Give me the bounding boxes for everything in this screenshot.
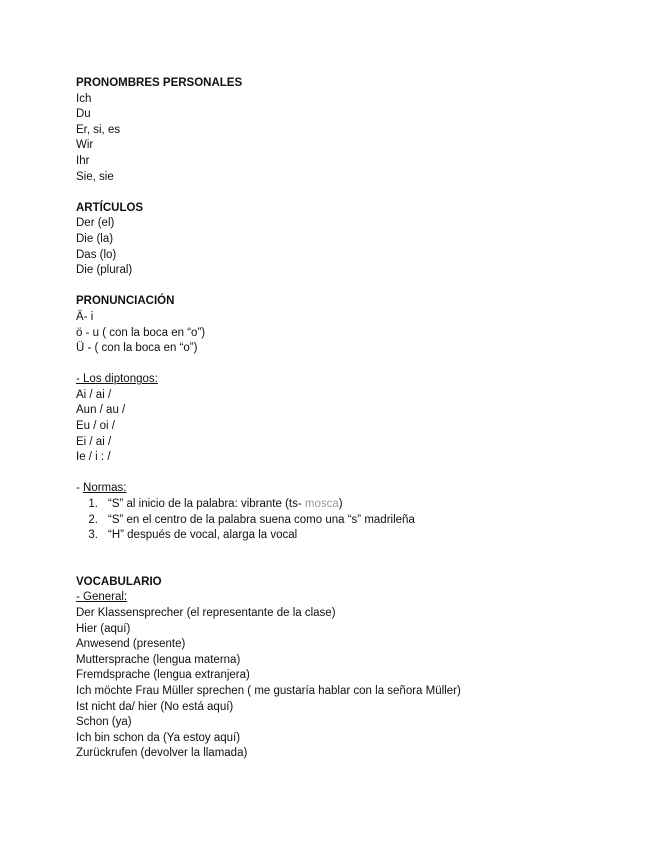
vocabulario-item: Muttersprache (lengua materna) [76,653,241,666]
general-label: - General: [76,591,128,604]
norma-number: 2. [88,513,98,526]
diptongo-item: Ai / ai / [76,388,112,401]
norma-text: “S” al inicio de la palabra: vibrante (ts- [108,498,305,511]
pronunciacion-item: ö - u ( con la boca en “o”) [76,326,206,339]
vocabulario-item: Zurückrufen (devolver la llamada) [76,747,248,760]
articulo-item: Die (la) [76,232,114,245]
vocabulario-item: Ich möchte Frau Müller sprechen ( me gustaría hablar con la señora Müller) [76,684,461,697]
normas-heading [76,481,636,497]
vocabulario-item: Ich bin schon da (Ya estoy aquí) [76,731,241,744]
articulo-item: Der (el) [76,217,115,230]
pronunciacion-item: Ü - ( con la boca en “o”) [76,342,198,355]
norma-item [76,513,636,529]
pronunciacion-item: Ä- i [76,310,94,323]
spacer [76,279,636,295]
diptongo-item: Eu / oi / [76,420,115,433]
vocabulario-item: Fremdsprache (lengua extranjera) [76,669,250,682]
pronombre-item: Er, si, es [76,123,121,136]
vocabulario-item: Anwesend (presente) [76,638,186,651]
norma-text: “S” en el centro de la palabra suena como una “s” madrileña [108,513,415,526]
pronombre-item: Ihr [76,154,90,167]
section-title-pronunciacion: PRONUNCIACIÓN [76,295,175,308]
norma-number: 1. [88,498,98,511]
section-title-articulos: ARTÍCULOS [76,201,144,214]
articulo-item: Die (plural) [76,264,133,277]
spacer [76,544,636,575]
norma-number: 3. [88,529,98,542]
document-content [76,76,636,762]
normas-label: Normas: [83,482,127,495]
vocabulario-item: Ist nicht da/ hier (No está aquí) [76,700,234,713]
vocabulario-item: Hier (aquí) [76,622,131,635]
section-title-pronombres: PRONOMBRES PERSONALES [76,77,243,89]
normas-prefix: - [76,482,84,495]
articulo-item: Das (lo) [76,248,117,261]
diptongos-label: - Los diptongos: [76,373,158,386]
norma-text: “H” después de vocal, alarga la vocal [108,529,298,542]
vocabulario-item: Schon (ya) [76,716,132,729]
norma-muted-text: mosca [304,498,339,511]
pronombre-item: Du [76,108,91,121]
pronombre-item: Wir [76,139,94,152]
section-title-vocabulario: VOCABULARIO [76,575,162,588]
diptongo-item: Ie / i : / [76,451,111,464]
diptongo-item: Ei / ai / [76,435,112,448]
pronombre-item: Ich [76,92,92,105]
vocabulario-item: Der Klassensprecher (el representante de la clase) [76,607,336,619]
norma-item [76,528,636,544]
spacer [76,357,636,373]
norma-tail: ) [338,498,343,511]
pronombre-item: Sie, sie [76,170,114,183]
norma-item [76,497,636,513]
diptongo-item: Aun / au / [76,404,126,417]
normas-list [76,497,636,544]
spacer [76,466,636,482]
spacer [76,185,636,201]
